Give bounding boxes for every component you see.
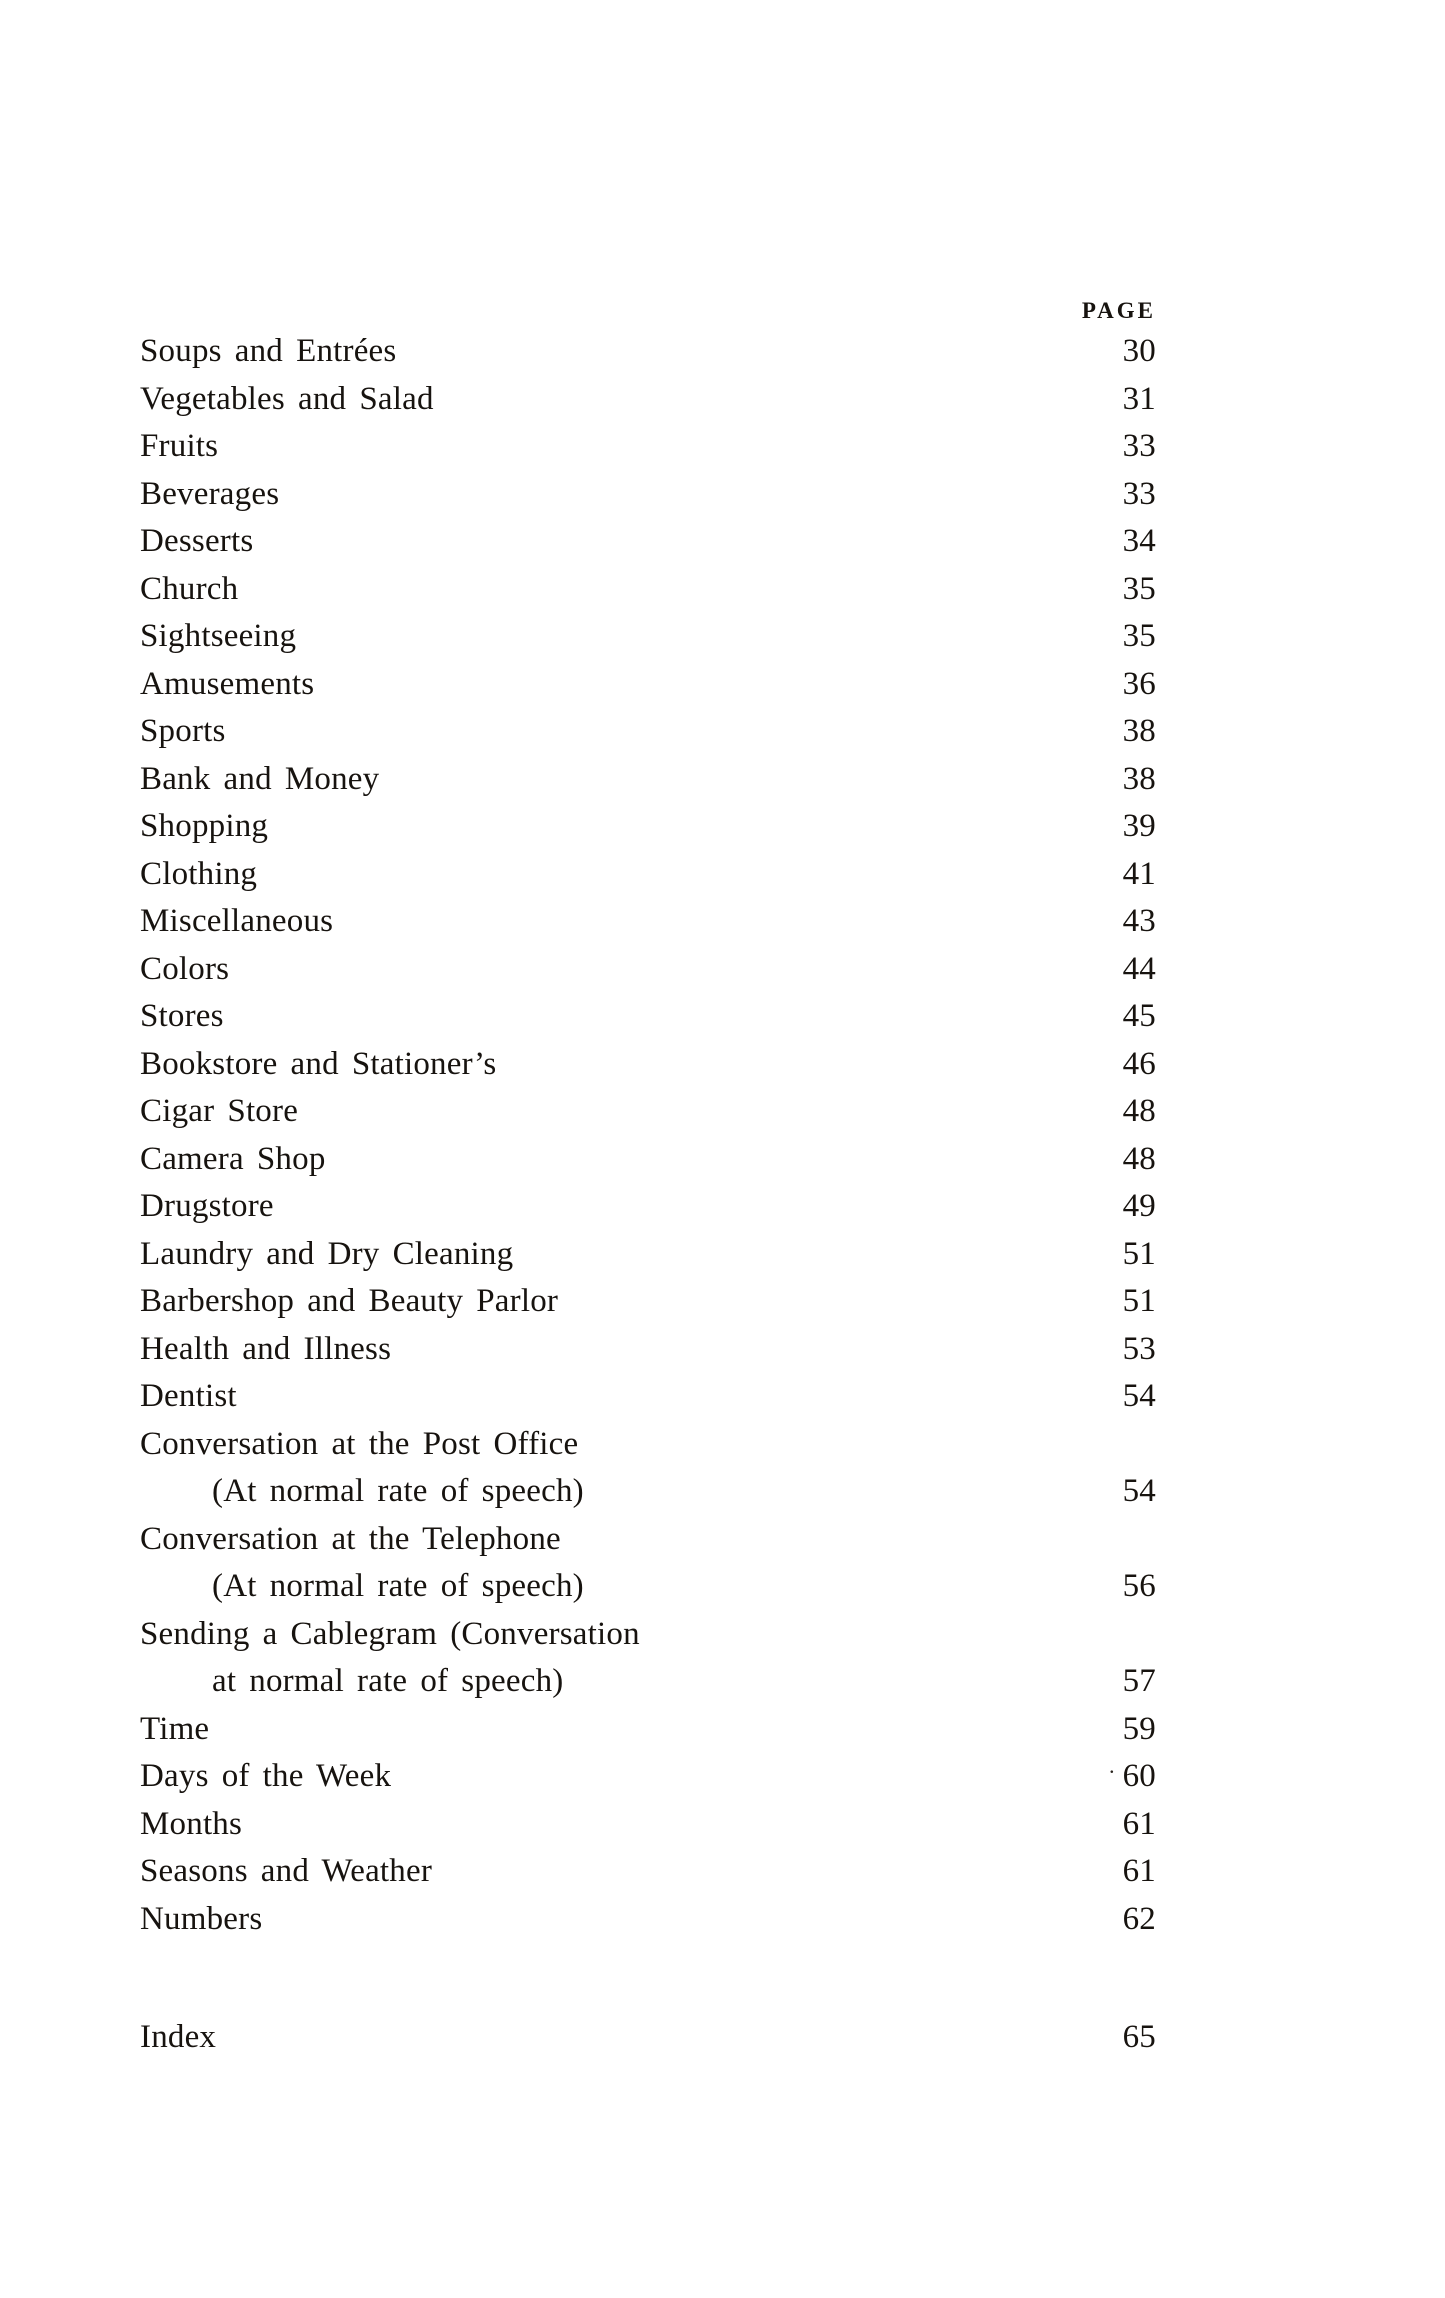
toc-row	[140, 2014, 1156, 2062]
toc-row	[140, 1801, 1156, 1849]
toc-entry-page: 35	[1122, 618, 1156, 654]
toc-entry-page: 41	[1122, 855, 1156, 892]
toc-row	[140, 423, 1156, 471]
toc-row	[140, 566, 1156, 614]
toc-entry-page: 30	[1122, 333, 1156, 369]
toc-entry-label: Laundry and Dry Cleaning	[140, 1235, 514, 1272]
toc-entry-page: 33	[1122, 475, 1156, 512]
toc-entry-label: Seasons and Weather	[140, 1853, 433, 1889]
toc-row	[140, 756, 1156, 804]
toc-entry-label: Index	[140, 2019, 217, 2055]
toc-row	[140, 1468, 1156, 1516]
toc-entry-page: 48	[1122, 1140, 1156, 1177]
toc-entry-page: 33	[1122, 428, 1156, 464]
toc-entry-label: Cigar Store	[140, 1093, 299, 1129]
toc-row	[140, 613, 1156, 661]
toc-row	[140, 1896, 1156, 1944]
toc-entry-label: at normal rate of speech)	[212, 1663, 564, 1699]
toc-row	[140, 1088, 1156, 1136]
toc-entry-label: Bookstore and Stationer’s	[140, 1045, 497, 1082]
toc-row	[140, 376, 1156, 424]
toc-entry-page: 57	[1122, 1663, 1156, 1699]
toc-row	[140, 1516, 1156, 1564]
toc-entry-label: Barbershop and Beauty Parlor	[140, 1283, 559, 1319]
toc-row	[140, 471, 1156, 519]
toc-entry-page: 45	[1122, 998, 1156, 1034]
toc-entry-page: 46	[1122, 1045, 1156, 1082]
toc-entry-label: Miscellaneous	[140, 903, 334, 939]
toc-row	[140, 1421, 1156, 1469]
toc-entry-page: · 60	[1108, 1758, 1156, 1794]
toc-entry-page: 34	[1122, 523, 1156, 559]
toc-entry-page: 48	[1122, 1093, 1156, 1129]
toc-entry-label: Bank and Money	[140, 760, 380, 797]
toc-row	[140, 1326, 1156, 1374]
toc-entry-page: 51	[1122, 1283, 1156, 1319]
toc-entry-label: Numbers	[140, 1900, 263, 1937]
toc-row	[140, 1848, 1156, 1896]
toc-entry-label: Health and Illness	[140, 1330, 392, 1367]
toc-entry-label: Sports	[140, 713, 226, 749]
toc-entry-page: 38	[1122, 713, 1156, 749]
toc-entry-label: Fruits	[140, 428, 219, 464]
toc-row	[140, 803, 1156, 851]
toc-entry-label: Clothing	[140, 855, 258, 892]
toc-entry-label: (At normal rate of speech)	[212, 1473, 584, 1509]
toc-entry-page: 51	[1122, 1235, 1156, 1272]
toc-row	[140, 1041, 1156, 1089]
toc-entry-label: Stores	[140, 998, 224, 1034]
toc-entry-label: Dentist	[140, 1378, 237, 1414]
page-column-header: PAGE	[1081, 298, 1156, 323]
toc-entry-page: 62	[1122, 1900, 1156, 1937]
toc-row	[140, 518, 1156, 566]
toc-entry-page: 49	[1122, 1188, 1156, 1224]
stray-print-dot: ·	[1108, 1759, 1116, 1784]
toc-entry-page: 39	[1122, 808, 1156, 844]
toc-row	[140, 328, 1156, 376]
toc-rows	[140, 328, 1156, 2062]
toc-entry-label: Colors	[140, 950, 230, 987]
toc-row	[140, 1278, 1156, 1326]
toc-row	[140, 1373, 1156, 1421]
toc-entry-label: Church	[140, 570, 239, 607]
toc-entry-label: Drugstore	[140, 1188, 274, 1224]
toc-entry-label: Sightseeing	[140, 618, 297, 654]
toc-row	[140, 946, 1156, 994]
toc-entry-label: Camera Shop	[140, 1140, 326, 1177]
toc-entry-page: 53	[1122, 1330, 1156, 1367]
toc-row	[140, 1231, 1156, 1279]
toc-row	[140, 1753, 1156, 1801]
toc-entry-label: Shopping	[140, 808, 269, 844]
toc-row	[140, 1658, 1156, 1706]
toc-entry-page: 59	[1122, 1710, 1156, 1747]
toc-entry-label: Days of the Week	[140, 1758, 392, 1794]
toc-entry-label: Vegetables and Salad	[140, 380, 434, 417]
toc-entry-page: 31	[1122, 380, 1156, 417]
toc-entry-label: Soups and Entrées	[140, 333, 397, 369]
toc-row	[140, 1563, 1156, 1611]
toc-entry-page: 38	[1122, 760, 1156, 797]
toc-entry-page: 44	[1122, 950, 1156, 987]
toc-entry-page: 65	[1122, 2019, 1156, 2055]
toc-entry-label: Sending a Cablegram (Conversation	[140, 1615, 640, 1652]
toc-row	[140, 661, 1156, 709]
toc-row	[140, 1706, 1156, 1754]
toc-row	[140, 1611, 1156, 1659]
toc-row	[140, 898, 1156, 946]
toc-row	[140, 851, 1156, 899]
toc-entry-page: 43	[1122, 903, 1156, 939]
toc-entry-page: 54	[1122, 1378, 1156, 1414]
toc-entry-page: 61	[1122, 1853, 1156, 1889]
toc-entry-label: Conversation at the Post Office	[140, 1425, 579, 1462]
toc-entry-page: 35	[1122, 570, 1156, 607]
toc-row	[140, 1136, 1156, 1184]
toc-entry-label: Months	[140, 1805, 243, 1842]
toc-entry-label: Amusements	[140, 665, 315, 702]
toc-entry-page: 54	[1122, 1473, 1156, 1509]
toc-entry-label: Conversation at the Telephone	[140, 1520, 561, 1557]
toc-entry-label: Desserts	[140, 523, 254, 559]
toc-entry-label: Time	[140, 1710, 210, 1747]
toc-entry-page: 56	[1122, 1568, 1156, 1604]
toc-entry-page: 36	[1122, 665, 1156, 702]
toc-entry-label: Beverages	[140, 475, 280, 512]
toc-row	[140, 708, 1156, 756]
toc-entry-label: (At normal rate of speech)	[212, 1568, 584, 1604]
toc-row	[140, 1183, 1156, 1231]
toc-entry-page: 61	[1122, 1805, 1156, 1842]
toc-row	[140, 993, 1156, 1041]
table-of-contents	[140, 296, 1156, 2062]
